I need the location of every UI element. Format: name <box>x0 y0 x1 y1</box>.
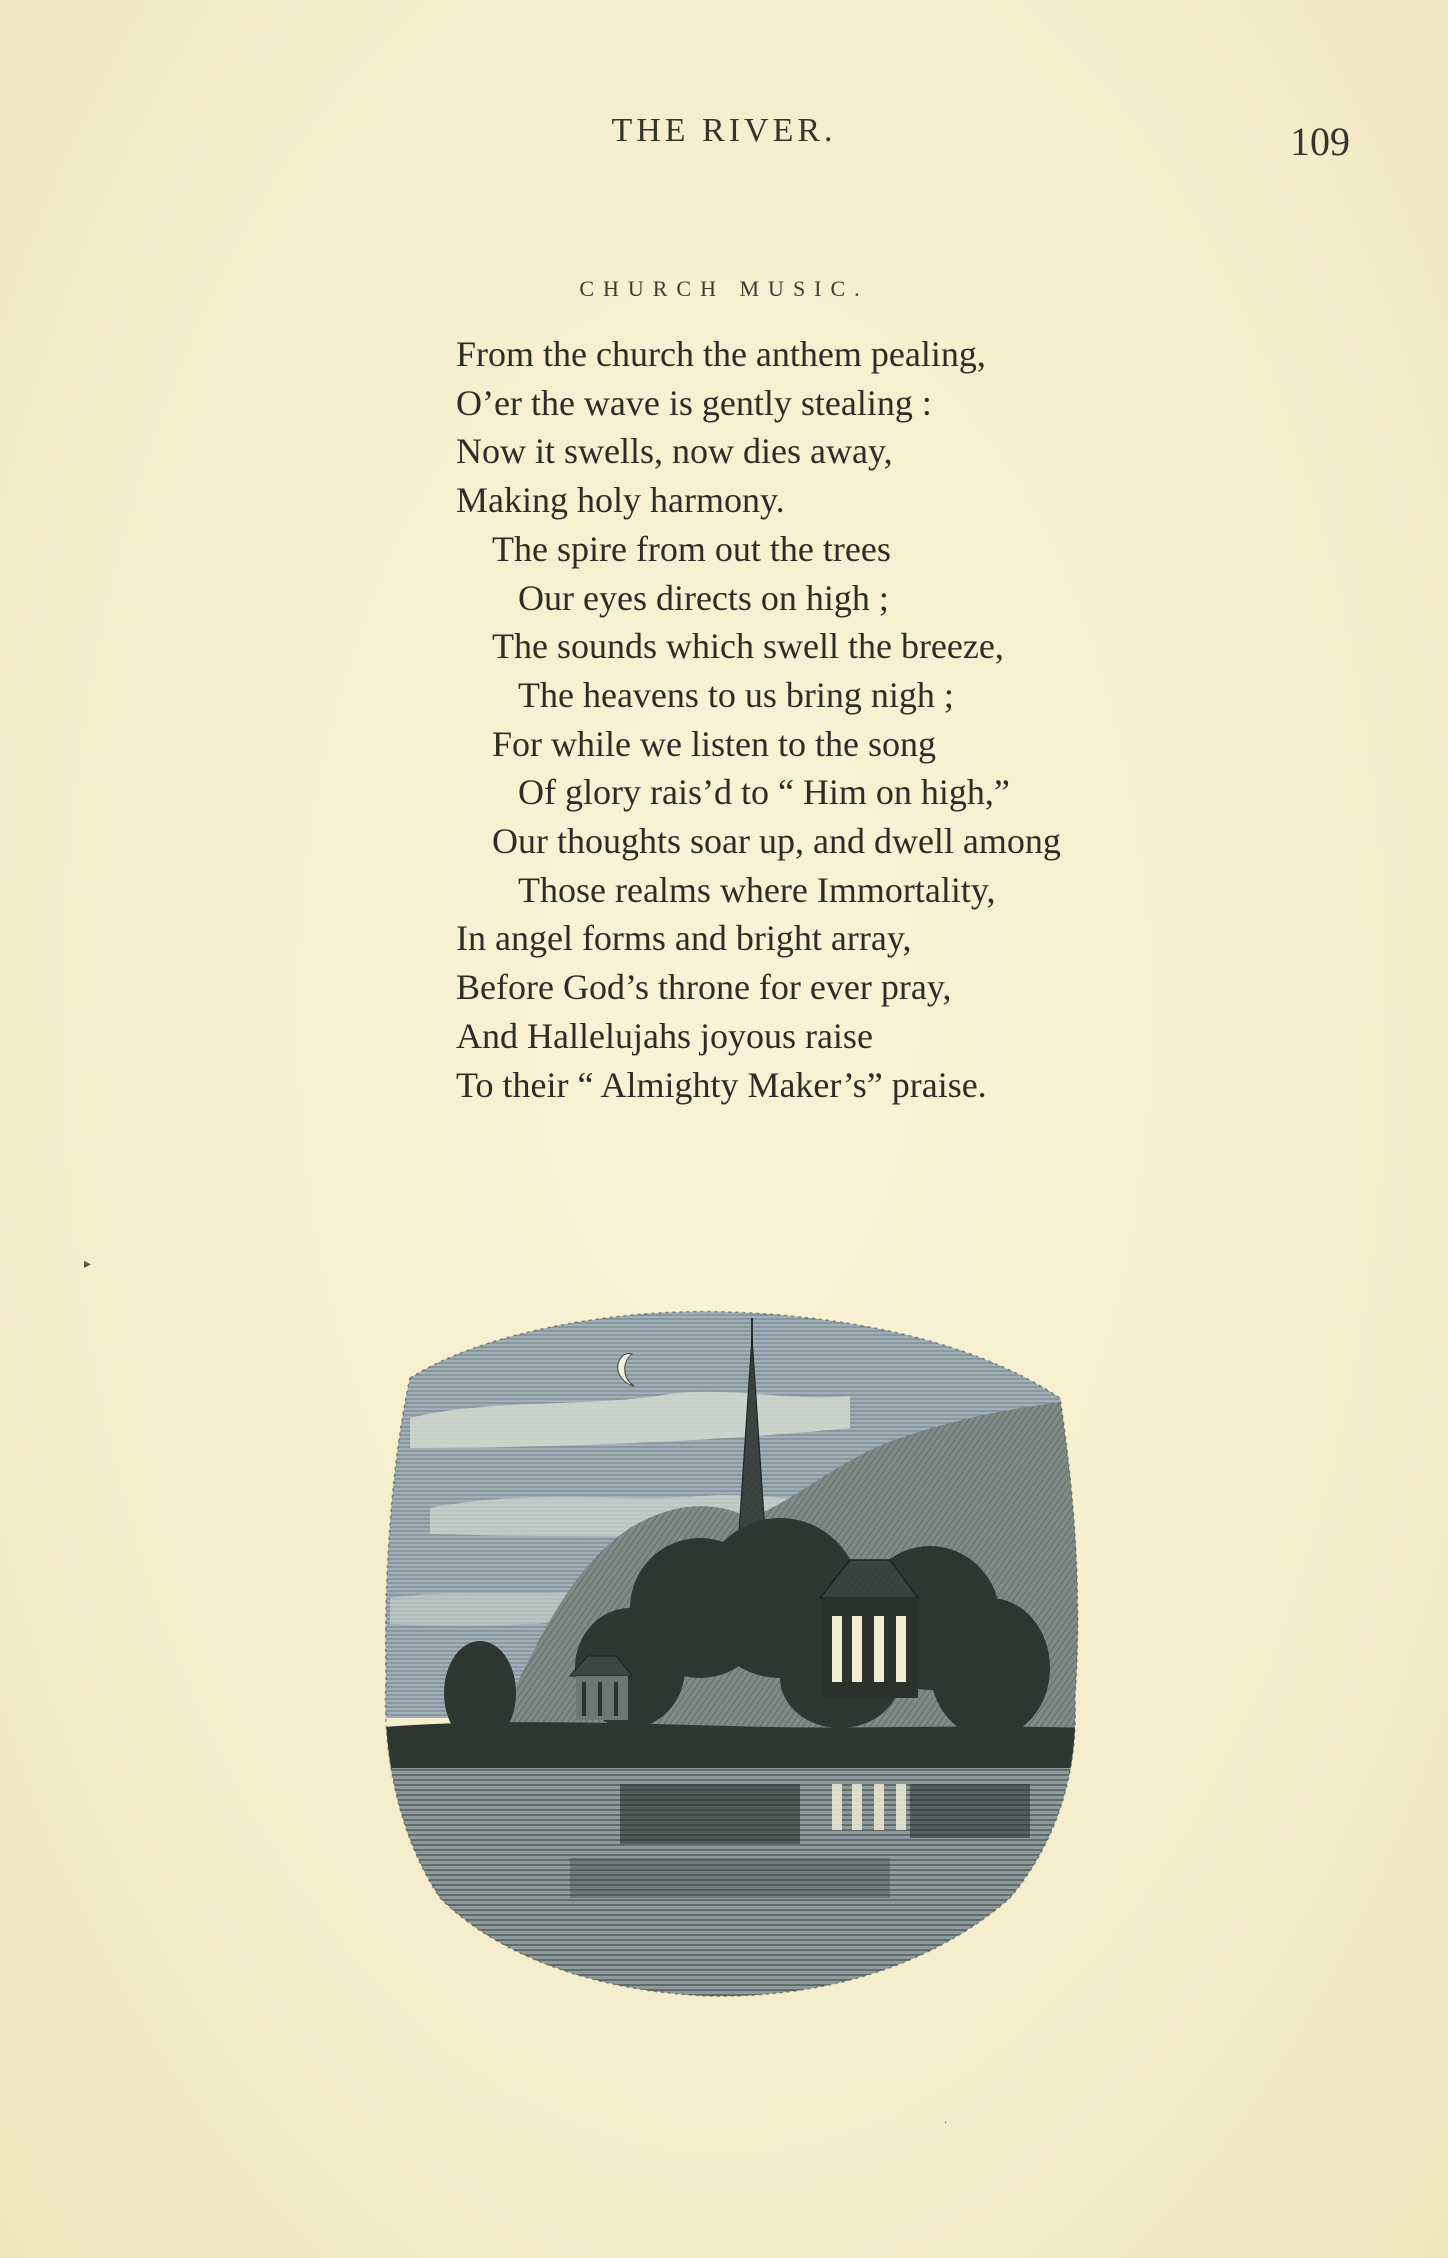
poem-line: Before God’s throne for ever pray, <box>456 967 952 1008</box>
poem-line: The spire from out the trees <box>492 528 891 569</box>
poem-line: From the church the anthem pealing, <box>456 334 986 374</box>
ink-speck: ▸ <box>84 1256 92 1272</box>
page-number: 109 <box>1290 119 1350 164</box>
church-engraving-illustration <box>370 1298 1090 2008</box>
poem-line: The heavens to us bring nigh ; <box>518 674 954 715</box>
poem-line: Those realms where Immortality, <box>518 869 996 910</box>
chapel-building <box>820 1560 918 1698</box>
poem-line: And Hallelujahs joyous raise <box>456 1015 873 1056</box>
poem-body <box>456 330 1216 1109</box>
poem-title: CHURCH MUSIC. <box>579 276 869 301</box>
poem-line: O’er the wave is gently stealing : <box>456 382 932 423</box>
poem-line: Of glory rais’d to “ Him on high,” <box>518 772 1010 813</box>
poem-line: Making holy harmony. <box>456 480 785 521</box>
poem-line: In angel forms and bright array, <box>456 918 912 959</box>
running-head: THE RIVER. <box>611 112 837 149</box>
poem-line: To their “ Almighty Maker’s” praise. <box>456 1064 987 1105</box>
poem-line: The sounds which swell the breeze, <box>492 626 1004 667</box>
poem-line: Our thoughts soar up, and dwell among <box>492 821 1061 862</box>
poem-line: Now it swells, now dies away, <box>456 431 893 472</box>
ink-speck: · <box>944 2118 948 2129</box>
poem-line: For while we listen to the song <box>492 723 936 764</box>
gazebo <box>570 1656 632 1720</box>
poem-line: Our eyes directs on high ; <box>518 577 889 618</box>
